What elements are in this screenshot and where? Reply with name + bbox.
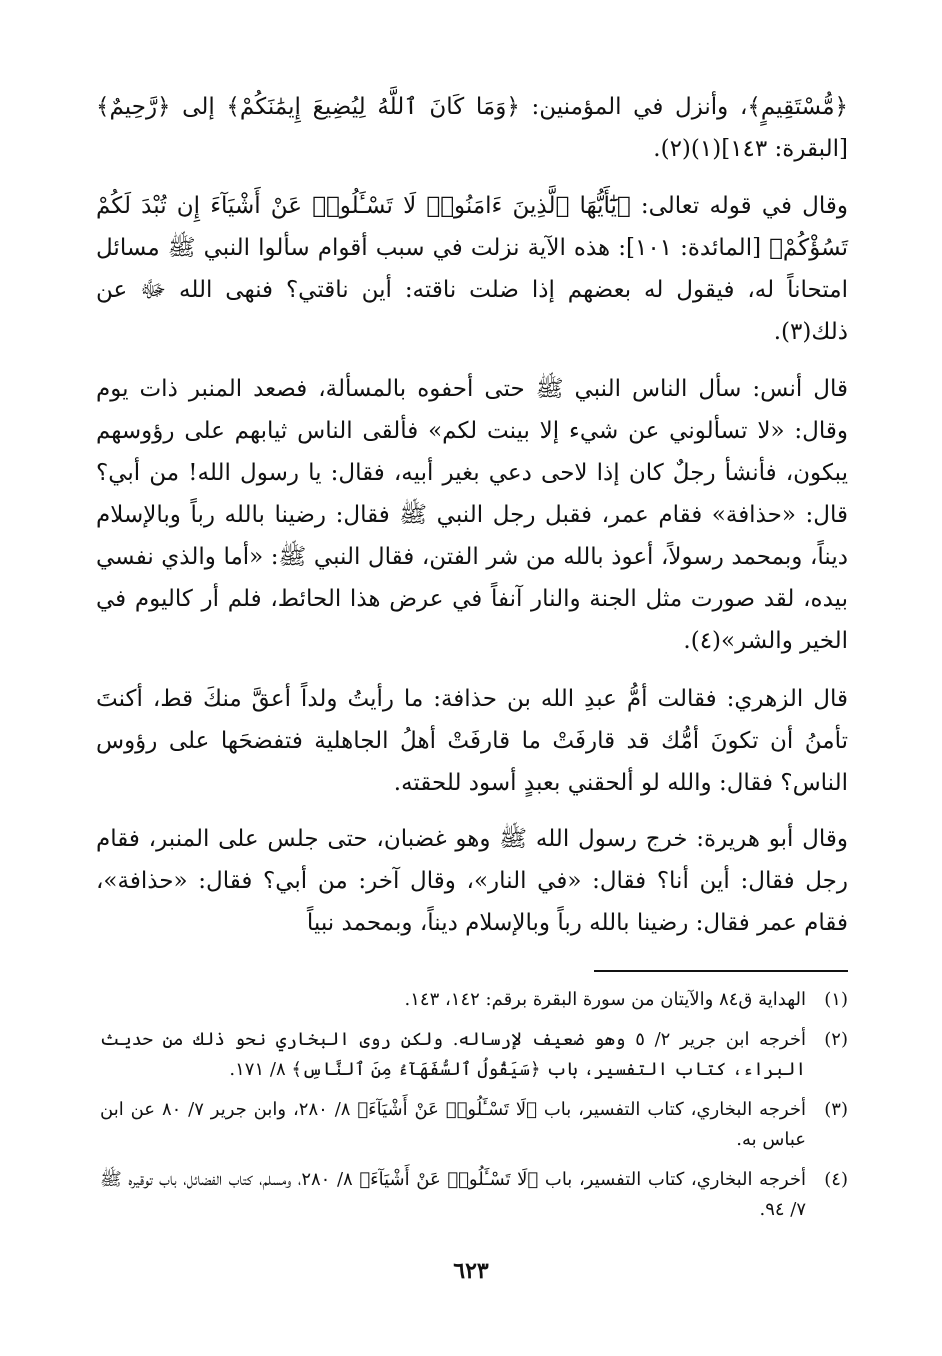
paragraph-5: وقال أبو هريرة: خرج رسول الله ﷺ وهو غضبان، حتى جلس على المنبر، فقام رجل فقال: أين أنا؟ فقال: «في النار»، وقال آخر: من أبي؟ فقال: «حذافة»، فقام عمر فقال: رضينا بالله رباً وبالإسلام ديناً، وبمحمد نبياً	[96, 826, 848, 936]
footnote-number: (١)	[824, 989, 848, 1010]
footnote-number: (٣)	[824, 1099, 848, 1120]
page-number: ٦٢٣	[453, 1258, 489, 1284]
footnotes-section	[100, 985, 848, 1235]
footnote-4	[100, 1165, 848, 1225]
footnote-2	[100, 1025, 848, 1085]
footnote-text: أخرجه ابن جرير ٢/ ٥ وهو ضعيف لإرساله. ولكن روى البخاري نحو ذلك من حديث البراء، كتاب التفسير، باب ﴿سَيَقُولُ ٱلسُّفَهَآءُ مِنَ ٱلنَّاسِ﴾ ٨/ ١٧١.	[100, 1029, 806, 1080]
footnote-text: الهداية ق٨٤ والآيتان من سورة البقرة برقم: ١٤٢، ١٤٣.	[404, 989, 806, 1010]
paragraph-3: قال أنس: سأل الناس النبي ﷺ حتى أحفوه بالمسألة، فصعد المنبر ذات يوم وقال: «لا تسألوني عن شيء إلا بينت لكم» فألقى الناس ثيابهم على رؤوسهم يبكون، فأنشأ رجلٌ كان إذا لاحى دعي بغير أبيه، فقال: يا رسول الله! من أبي؟ قال: «حذافة» فقام عمر، فقبل رجل النبي ﷺ فقال: رضينا بالله رباً وبالإسلام ديناً، وبمحمد رسولاً، أعوذ بالله من شر الفتن، فقال النبي ﷺ: «أما والذي نفسي بيده، لقد صورت مثل الجنة والنار آنفاً في عرض هذا الحائط، فلم أر كاليوم في الخير والشر»(٤).	[96, 376, 848, 654]
footnote-text: أخرجه البخاري، كتاب التفسير، باب ﴿لَا تَسْـَٔلُوا۟ عَنْ أَشْيَآءَ﴾ ٨/ ٢٨٠، وابن جرير ٧/ ٨٠ عن ابن عباس به.	[100, 1099, 806, 1150]
footnote-number: (٤)	[824, 1169, 848, 1190]
paragraph-1: ﴿مُّسْتَقِيمٍ﴾، وأنزل في المؤمنين: ﴿وَمَا كَانَ ٱللَّهُ لِيُضِيعَ إِيمَٰنَكُمْ﴾ إلى ﴿رَّحِيمٌ﴾ [البقرة: ١٤٣](١)(٢).	[96, 94, 848, 162]
footnote-text: أخرجه البخاري، كتاب التفسير، باب ﴿لَا تَسْـَٔلُوا۟ عَنْ أَشْيَآءَ﴾ ٨/ ٢٨٠، ومسلم، كتاب الفضائل، باب توقيره ﷺ ٧/ ٩٤.	[100, 1169, 806, 1220]
footnote-1	[100, 985, 848, 1015]
paragraph-2: وقال في قوله تعالى: ﴿يَٰٓأَيُّهَا ٱلَّذِينَ ءَامَنُوا۟ لَا تَسْـَٔلُوا۟ عَنْ أَشْيَآءَ إِن تُبْدَ لَكُمْ تَسُؤْكُمْ﴾ [المائدة: ١٠١]: هذه الآية نزلت في سبب أقوام سألوا النبي ﷺ مسائل امتحاناً له، فيقول له بعضهم إذا ضلت ناقته: أين ناقتي؟ فنهى الله ﷻ عن ذلك(٣).	[96, 193, 848, 345]
footnote-number: (٢)	[824, 1029, 848, 1050]
footnote-3	[100, 1095, 848, 1155]
paragraph-4: قال الزهري: فقالت أمُّ عبدِ الله بن حذافة: ما رأيتُ ولداً أعقَّ منكَ قط، أكنتَ تأمنُ أن تكونَ أمُّك قد قارفَتْ ما قارفَتْ أهلُ الجاهلية فتفضحَها على رؤوس الناس؟ فقال: والله لو ألحقني بعبدٍ أسود للحقته.	[96, 686, 848, 796]
footnote-separator	[594, 970, 848, 972]
